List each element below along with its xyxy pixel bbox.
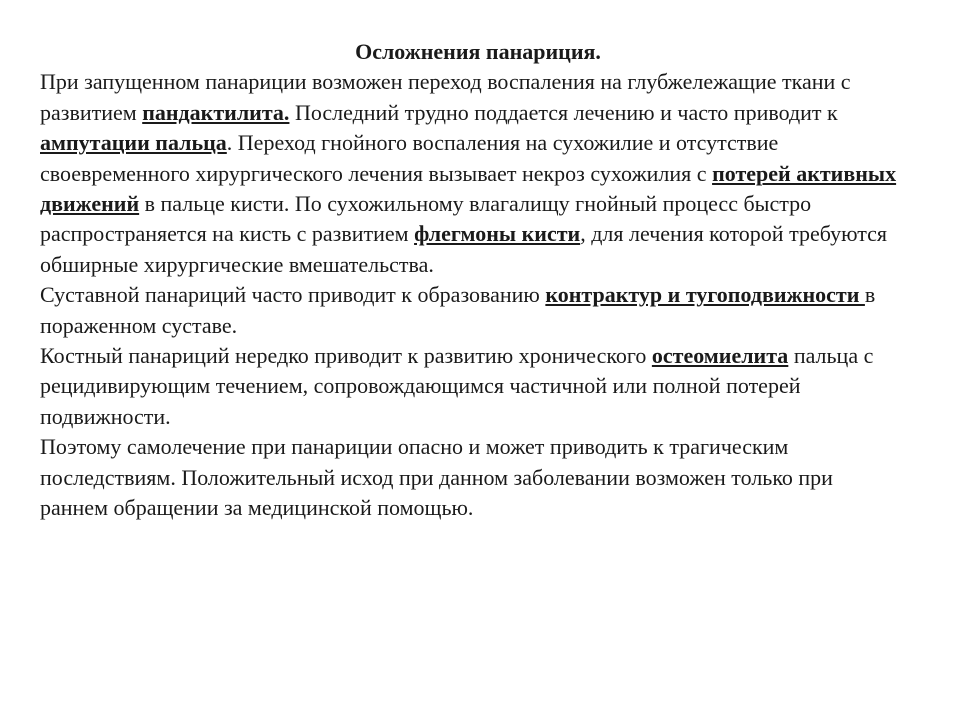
- text-segment: пальца с рецидивирующим течением, сопровождающимся частичной или полной потерей подвижности.: [40, 343, 874, 429]
- text-segment: . Переход гнойного воспаления на сухожилие и отсутствие своевременного хирургического лечения вызывает некроз сухожилия с: [40, 130, 779, 186]
- slide-content: [40, 37, 900, 524]
- highlighted-term: остеомиелита: [651, 343, 789, 369]
- paragraph: [40, 67, 900, 280]
- highlighted-term: пандактилита.: [142, 99, 290, 125]
- text-segment: Костный панариций нередко приводит к развитию хронического: [40, 343, 652, 369]
- text-segment: в пораженном суставе.: [40, 282, 876, 338]
- paragraph: [40, 341, 900, 432]
- highlighted-term: ампутации пальца: [40, 130, 227, 156]
- text-segment: При запущенном панариции возможен переход воспаления на глубжележащие ткани с развитием: [40, 69, 851, 125]
- highlighted-term: контрактур и тугоподвижности: [545, 282, 865, 308]
- text-segment: Последний трудно поддается лечению и часто приводит к: [289, 99, 838, 125]
- text-segment: , для лечения которой требуются обширные хирургические вмешательства.: [40, 221, 887, 277]
- slide-title: Осложнения панариция.: [355, 39, 601, 64]
- highlighted-term: флегмоны кисти: [414, 221, 581, 247]
- paragraph: [40, 432, 900, 523]
- text-segment: Поэтому самолечение при панариции опасно и может приводить к трагическим последствиям. Положительный исход при данном заболевании возможен только при раннем обращении за медицинской помощью.: [40, 434, 833, 521]
- highlighted-term: потерей активных движений: [40, 160, 897, 217]
- text-segment: в пальце кисти. По сухожильному влагалищу гнойный процесс быстро распространяется на кисть с развитием: [40, 191, 812, 247]
- body-text: [40, 67, 900, 523]
- text-segment: Суставной панариций часто приводит к образованию: [40, 282, 546, 308]
- paragraph: [40, 280, 900, 341]
